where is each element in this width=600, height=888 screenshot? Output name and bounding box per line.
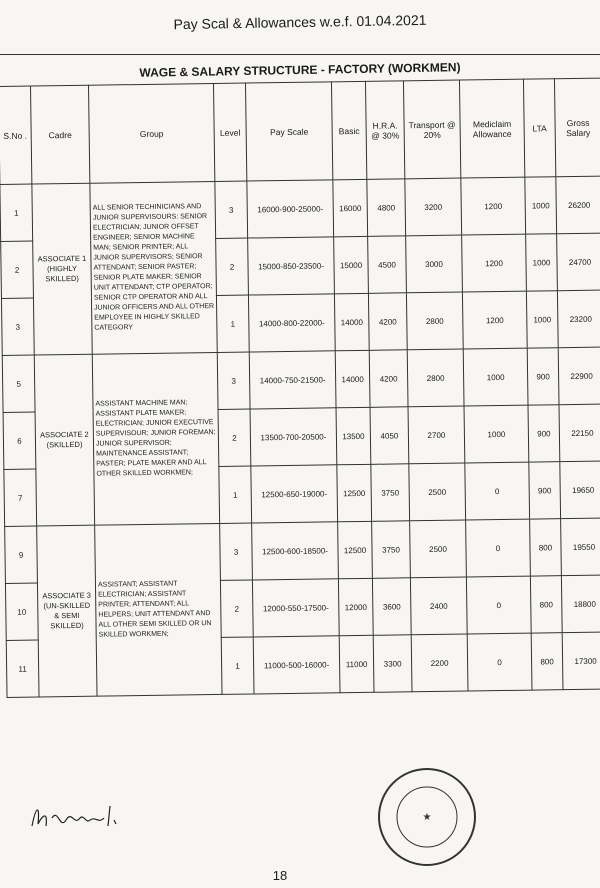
table-body — [0, 176, 600, 697]
pay-scale-cell: 11000-500-16000- — [253, 636, 340, 694]
hra-cell: 3750 — [371, 464, 410, 522]
header-row — [0, 78, 600, 184]
lta-cell: 800 — [530, 519, 562, 576]
basic-cell: 11000 — [339, 635, 374, 692]
level-cell: 2 — [218, 409, 251, 466]
sno-cell: 5 — [2, 355, 35, 412]
hra-cell: 4200 — [369, 350, 408, 408]
pay-scale-cell: 12500-600-18500- — [252, 522, 339, 580]
mediclaim-cell: 1200 — [462, 291, 527, 349]
mediclaim-cell: 0 — [466, 519, 531, 577]
mediclaim-cell: 1200 — [461, 177, 526, 235]
sno-cell: 11 — [6, 640, 39, 697]
pay-scale-cell: 13500-700-20500- — [250, 408, 337, 466]
table-row — [2, 347, 600, 412]
pay-scale-cell: 14000-800-22000- — [248, 294, 335, 352]
signature-image — [26, 796, 136, 836]
level-cell: 3 — [217, 352, 250, 409]
pay-scale-cell: 16000-900-25000- — [247, 180, 334, 238]
lta-cell: 900 — [527, 348, 559, 405]
svg-text:★: ★ — [422, 812, 432, 823]
group-cell: ASSISTANT; ASSISTANT ELECTRICIAN; ASSISTANT PRINTER; ATTENDANT; ALL HELPERS; UNIT ATTENDANT AND ALL OTHER SEMI SKILLED OR UN SKILLED WORKMEN; — [95, 523, 222, 696]
sno-cell: 6 — [3, 412, 36, 469]
cadre-cell: ASSOCIATE 3 (UN-SKILLED & SEMI SKILLED) — [37, 525, 97, 697]
gross-cell: 24700 — [557, 233, 600, 291]
transport-cell: 2700 — [408, 406, 465, 464]
lta-cell: 1000 — [526, 291, 558, 348]
level-cell: 1 — [219, 466, 252, 523]
mediclaim-cell: 1000 — [463, 348, 528, 406]
gross-cell: 22900 — [558, 347, 600, 405]
hra-cell: 3750 — [372, 521, 411, 579]
basic-cell: 12500 — [338, 521, 373, 578]
header-pay-scale: Pay Scale — [245, 82, 332, 181]
header-lta: LTA — [523, 79, 555, 177]
header-gross: Gross Salary — [554, 78, 600, 177]
gross-cell: 18800 — [561, 575, 600, 633]
header-cadre: Cadre — [31, 85, 90, 184]
salary-table — [0, 78, 600, 698]
table-title: WAGE & SALARY STRUCTURE - FACTORY (WORKMEN) — [139, 60, 461, 80]
lta-cell: 800 — [530, 576, 562, 633]
lta-cell: 1000 — [526, 234, 558, 291]
basic-cell: 12500 — [337, 464, 372, 521]
hra-cell: 4800 — [367, 179, 406, 237]
basic-cell: 15000 — [334, 236, 369, 293]
header-group: Group — [88, 83, 214, 183]
title-divider — [0, 54, 600, 55]
basic-cell: 14000 — [335, 350, 370, 407]
gross-cell: 19550 — [561, 518, 600, 576]
lta-cell: 900 — [528, 405, 560, 462]
lta-cell: 900 — [529, 462, 561, 519]
group-cell: ALL SENIOR TECHINICIANS AND JUNIOR SUPERVISOURS: SENIOR ELECTRICIAN; JUNIOR OFFSET ENGINEER; SENIOR MACHINE MAN; SENIOR PRINTER; ALL JUNIOR SUPERVISORS; SENIOR ATTENDANT; SENIOR PASTER; SENIOR PLATE MAKER; SENIOR UNIT ATTENDANT; CTP OPERATOR; SENIOR CTP OPERATOR AND ALL JUNIOR OFFICERS AND ALL OTHER EMPLOYEE IN HIGHLY SKILLED CATEGORY — [90, 181, 217, 354]
table-row — [0, 176, 600, 241]
sno-cell: 3 — [1, 298, 34, 355]
page-number: 18 — [272, 868, 288, 883]
mediclaim-cell: 0 — [467, 633, 532, 691]
level-cell: 3 — [215, 181, 248, 238]
gross-cell: 17300 — [562, 632, 600, 690]
seal-stamp-image — [372, 762, 482, 872]
transport-cell: 2200 — [411, 634, 468, 692]
gross-cell: 19650 — [560, 461, 600, 519]
cadre-cell: ASSOCIATE 1 (HIGHLY SKILLED) — [32, 183, 92, 355]
basic-cell: 13500 — [336, 407, 371, 464]
header-sno: S.No . — [0, 86, 32, 184]
basic-cell: 12000 — [338, 578, 373, 635]
sno-cell: 2 — [1, 241, 34, 298]
header-basic: Basic — [331, 81, 366, 179]
transport-cell: 2400 — [410, 577, 467, 635]
header-hra: H.R.A. @ 30% — [365, 81, 404, 180]
header-mediclaim: Mediclaim Allowance — [459, 79, 524, 178]
basic-cell: 14000 — [334, 293, 369, 350]
mediclaim-cell: 1200 — [462, 234, 527, 292]
page-title: Pay Scal & Allowances w.e.f. 01.04.2021 — [173, 11, 427, 33]
lta-cell: 800 — [531, 633, 563, 690]
group-cell: ASSISTANT MACHINE MAN; ASSISTANT PLATE MAKER; ELECTRICIAN; JUNIOR EXECUTIVE SUPERVISOUR; JUNIOR FOREMAN; JUNIOR SUPERVISOR; MAINTENANCE ASSISTANT; PASTER; PLATE MAKER AND ALL OTHER SKILLED WORKMEN; — [92, 352, 219, 525]
gross-cell: 23200 — [557, 290, 600, 348]
hra-cell: 3600 — [372, 578, 411, 636]
level-cell: 1 — [216, 295, 249, 352]
sno-cell: 1 — [0, 184, 33, 241]
basic-cell: 16000 — [333, 179, 368, 236]
hra-cell: 4200 — [368, 293, 407, 351]
hra-cell: 3300 — [373, 635, 412, 693]
header-transport: Transport @ 20% — [403, 80, 460, 179]
hra-cell: 4050 — [370, 407, 409, 465]
level-cell: 3 — [220, 523, 253, 580]
mediclaim-cell: 0 — [465, 462, 530, 520]
gross-cell: 22150 — [559, 404, 600, 462]
hra-cell: 4500 — [368, 236, 407, 294]
pay-scale-cell: 14000-750-21500- — [249, 351, 336, 409]
table-row — [5, 518, 600, 583]
level-cell: 2 — [220, 580, 253, 637]
sno-cell: 9 — [5, 526, 38, 583]
level-cell: 1 — [221, 637, 254, 694]
pay-scale-cell: 12500-650-19000- — [251, 465, 338, 523]
sno-cell: 10 — [5, 583, 38, 640]
sno-cell: 7 — [4, 469, 37, 526]
lta-cell: 1000 — [525, 177, 557, 234]
transport-cell: 2800 — [406, 292, 463, 350]
mediclaim-cell: 1000 — [464, 405, 529, 463]
transport-cell: 2500 — [410, 520, 467, 578]
pay-scale-cell: 12000-550-17500- — [252, 579, 339, 637]
salary-table-wrapper — [0, 78, 600, 698]
level-cell: 2 — [216, 238, 249, 295]
pay-scale-cell: 15000-850-23500- — [248, 237, 335, 295]
mediclaim-cell: 0 — [466, 576, 531, 634]
cadre-cell: ASSOCIATE 2 (SKILLED) — [34, 354, 94, 526]
transport-cell: 3000 — [406, 235, 463, 293]
transport-cell: 2800 — [407, 349, 464, 407]
gross-cell: 26200 — [556, 176, 600, 234]
transport-cell: 3200 — [405, 178, 462, 236]
transport-cell: 2500 — [409, 463, 466, 521]
header-level: Level — [213, 83, 246, 181]
